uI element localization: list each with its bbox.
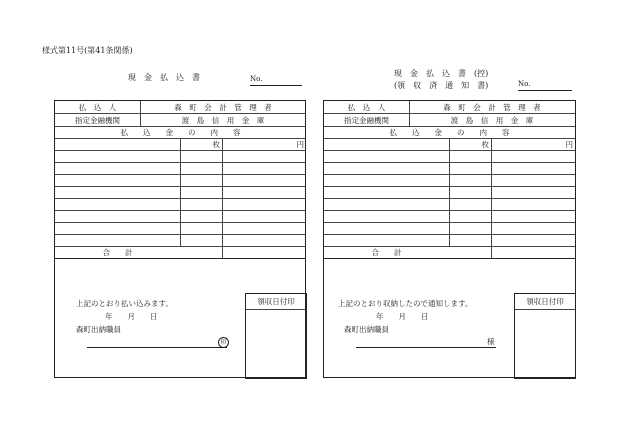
receipt-stamp-box [514,293,576,379]
seal-mark: 印 [218,337,229,348]
honorific: 様 [487,337,495,346]
row-line [55,113,305,114]
col-line [491,138,492,258]
form-number-label: 様式第11号(第41条関係) [42,46,133,55]
row-line [55,246,305,247]
date-line: 年 月 日 [376,312,429,321]
right-number-label: No. [518,80,531,88]
bank-value: 渡 島 信 用 金 庫 [181,116,265,125]
stamp-label: 領収日付印 [526,297,564,306]
right-form-subtitle: (領 収 済 通 知 書) [394,81,489,90]
signature-line [87,347,227,348]
col-line [222,138,223,258]
detail-header: 払 込 金 の 内 容 [120,128,241,137]
col-line [180,138,181,246]
statement: 上記のとおり払い込みます。 [76,299,173,308]
right-form-title: 現 金 払 込 書 (控) [394,69,489,78]
row-line [324,246,575,247]
unit-yen: 円 [296,140,304,149]
right-number-field [518,80,572,91]
row-line [55,126,305,127]
row-line [324,113,575,114]
row-line [324,126,575,127]
payer-value: 森 町 会 計 管 理 者 [174,103,272,112]
total-label: 合 計 [102,248,133,257]
bank-label: 指定金融機関 [75,116,120,125]
total-label: 合 計 [371,248,402,257]
stamp-label: 領収日付印 [257,297,295,306]
date-line: 年 月 日 [105,312,158,321]
unit-sheets: 枚 [212,140,220,149]
left-number-field [250,75,302,86]
bank-label: 指定金融機関 [344,116,389,125]
signer: 森町出納職員 [344,325,389,334]
detail-header: 払 込 金 の 内 容 [389,128,510,137]
payer-label: 払 込 人 [347,103,386,112]
row-line [324,258,575,259]
unit-yen: 円 [565,140,573,149]
unit-sheets: 枚 [481,140,489,149]
stamp-divider [246,309,306,310]
col-line [449,138,450,246]
statement: 上記のとおり収納したので通知します。 [338,299,473,308]
signature-line [356,347,496,348]
right-payment-form [323,100,576,378]
left-payment-form [54,100,306,378]
bank-value: 渡 島 信 用 金 庫 [450,116,534,125]
signer: 森町出納職員 [76,325,121,334]
receipt-stamp-box [245,293,307,379]
stamp-divider [515,309,575,310]
payer-label: 払 込 人 [78,103,117,112]
left-number-label: No. [250,75,263,83]
row-line [55,258,305,259]
left-form-title: 現 金 払 込 書 [128,73,200,82]
payer-value: 森 町 会 計 管 理 者 [443,103,541,112]
